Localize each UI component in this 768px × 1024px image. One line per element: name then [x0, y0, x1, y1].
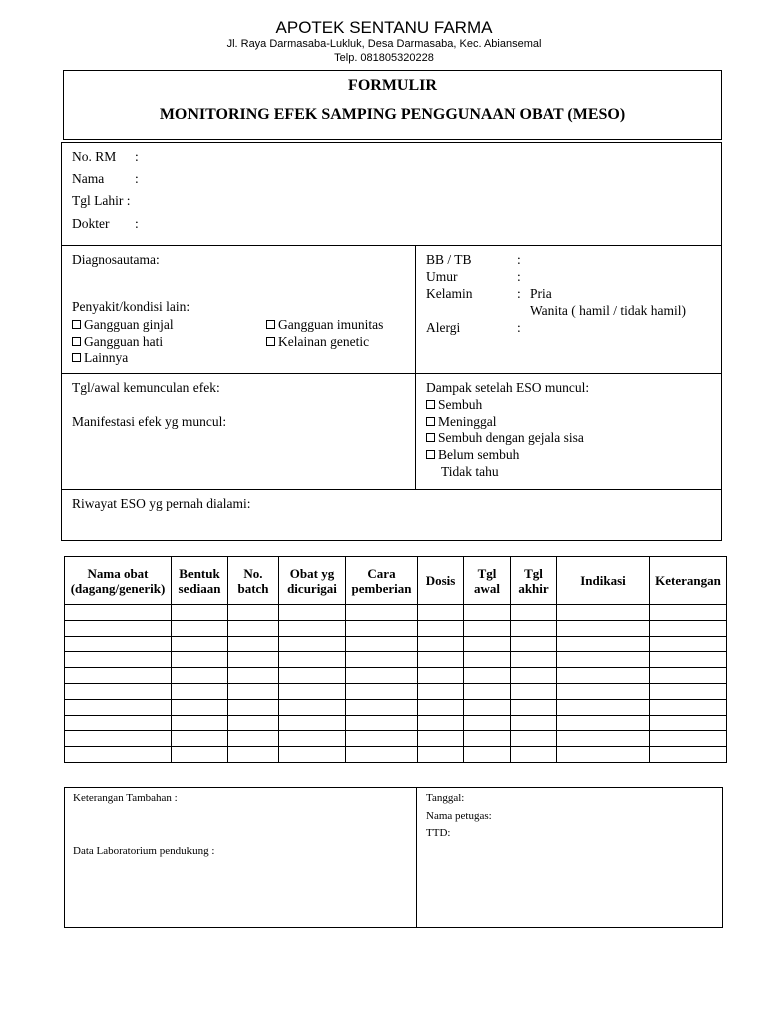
riwayat-eso-label: Riwayat ESO yg pernah dialami:	[72, 496, 251, 511]
checkbox-icon[interactable]	[426, 450, 435, 459]
dampak-eso-label: Dampak setelah ESO muncul:	[426, 380, 590, 395]
table-cell[interactable]	[650, 715, 727, 731]
table-cell[interactable]	[511, 605, 557, 621]
table-cell[interactable]	[279, 620, 346, 636]
table-cell[interactable]	[172, 747, 228, 763]
table-cell[interactable]	[228, 620, 279, 636]
table-cell[interactable]	[418, 620, 464, 636]
table-row	[65, 620, 727, 636]
form-title-line2: MONITORING EFEK SAMPING PENGGUNAAN OBAT (MESO)	[159, 106, 626, 123]
table-cell[interactable]	[650, 731, 727, 747]
penyakit-lain-label: Penyakit/kondisi lain:	[72, 299, 191, 314]
table-cell[interactable]	[511, 699, 557, 715]
table-cell[interactable]	[511, 668, 557, 684]
column-header: Dosis	[418, 557, 464, 605]
form-title-line1: FORMULIR	[348, 77, 437, 94]
table-cell[interactable]	[418, 747, 464, 763]
table-cell[interactable]	[279, 747, 346, 763]
table-cell[interactable]	[511, 620, 557, 636]
option-kelainan-genetic[interactable]: Kelainan genetic	[266, 333, 369, 350]
form-title-box	[63, 70, 722, 140]
umur-colon: :	[517, 269, 521, 284]
table-cell[interactable]	[346, 715, 418, 731]
column-header: Obat yg dicurigai	[279, 557, 346, 605]
table-cell[interactable]	[279, 605, 346, 621]
table-cell[interactable]	[511, 715, 557, 731]
table-cell[interactable]	[650, 652, 727, 668]
table-cell[interactable]	[172, 699, 228, 715]
table-cell[interactable]	[65, 747, 172, 763]
checkbox-icon[interactable]	[266, 337, 275, 346]
table-cell[interactable]	[346, 683, 418, 699]
option-gangguan-ginjal[interactable]: Gangguan ginjal	[72, 316, 174, 333]
option-lainnya[interactable]: Lainnya	[72, 349, 128, 366]
keterangan-tambahan-label: Keterangan Tambahan :	[73, 792, 178, 804]
table-cell[interactable]	[279, 699, 346, 715]
table-cell[interactable]	[65, 605, 172, 621]
column-header: Tgl awal	[464, 557, 511, 605]
table-cell[interactable]	[279, 652, 346, 668]
checkbox-icon[interactable]	[426, 417, 435, 426]
column-header: Keterangan	[650, 557, 727, 605]
table-cell[interactable]	[346, 747, 418, 763]
effect-section	[72, 379, 412, 479]
table-cell[interactable]	[172, 715, 228, 731]
option-gangguan-hati[interactable]: Gangguan hati	[72, 333, 163, 350]
table-cell[interactable]	[418, 683, 464, 699]
table-cell[interactable]	[557, 683, 650, 699]
checkbox-icon[interactable]	[426, 433, 435, 442]
table-row	[65, 747, 727, 763]
table-cell[interactable]	[557, 699, 650, 715]
option-sembuh-gejala-sisa[interactable]: Sembuh dengan gejala sisa	[426, 429, 584, 446]
checkbox-icon[interactable]	[266, 320, 275, 329]
table-row	[65, 668, 727, 684]
table-cell[interactable]	[557, 636, 650, 652]
table-cell[interactable]	[418, 636, 464, 652]
table-cell[interactable]	[228, 731, 279, 747]
table-cell[interactable]	[650, 636, 727, 652]
impact-section	[426, 379, 720, 485]
column-header: Bentuk sediaan	[172, 557, 228, 605]
pharmacy-phone: Telp. 081805320228	[334, 52, 434, 64]
table-cell[interactable]	[279, 715, 346, 731]
checkbox-icon[interactable]	[72, 320, 81, 329]
umur-label: Umur	[426, 269, 458, 284]
nama-petugas-label: Nama petugas:	[426, 810, 492, 822]
option-meninggal[interactable]: Meninggal	[426, 413, 497, 430]
table-cell[interactable]	[346, 605, 418, 621]
table-row	[65, 652, 727, 668]
table-cell[interactable]	[228, 668, 279, 684]
pharmacy-address: Jl. Raya Darmasaba-Lukluk, Desa Darmasaba, Kec. Abiansemal	[226, 38, 542, 50]
table-cell[interactable]	[65, 620, 172, 636]
table-cell[interactable]	[65, 668, 172, 684]
checkbox-icon[interactable]	[72, 337, 81, 346]
table-cell[interactable]	[557, 620, 650, 636]
table-cell[interactable]	[346, 636, 418, 652]
table-cell[interactable]	[228, 699, 279, 715]
table-row	[65, 605, 727, 621]
table-cell[interactable]	[464, 668, 511, 684]
table-cell[interactable]	[228, 747, 279, 763]
data-lab-label: Data Laboratorium pendukung :	[73, 845, 215, 857]
checkbox-icon[interactable]	[72, 353, 81, 362]
table-row	[65, 715, 727, 731]
divider	[415, 245, 416, 490]
manifestasi-efek-label: Manifestasi efek yg muncul:	[72, 414, 227, 429]
table-cell[interactable]	[418, 605, 464, 621]
table-cell[interactable]	[557, 747, 650, 763]
divider	[62, 489, 721, 490]
table-cell[interactable]	[228, 652, 279, 668]
no-rm-label: No. RM	[72, 149, 117, 164]
dokter-colon: :	[135, 216, 139, 231]
column-header: Indikasi	[557, 557, 650, 605]
table-cell[interactable]	[172, 620, 228, 636]
table-cell[interactable]	[464, 620, 511, 636]
table-row	[65, 699, 727, 715]
kelamin-label: Kelamin	[426, 286, 473, 301]
table-cell[interactable]	[557, 731, 650, 747]
kelamin-colon: :	[517, 286, 521, 301]
table-cell[interactable]	[172, 605, 228, 621]
table-cell[interactable]	[557, 605, 650, 621]
table-cell[interactable]	[279, 668, 346, 684]
tgl-awal-efek-label: Tgl/awal kemunculan efek:	[72, 380, 220, 395]
table-cell[interactable]	[464, 605, 511, 621]
table-cell[interactable]	[511, 683, 557, 699]
table-cell[interactable]	[418, 715, 464, 731]
table-cell[interactable]	[346, 668, 418, 684]
table-cell[interactable]	[464, 652, 511, 668]
tgl-lahir-label: Tgl Lahir :	[72, 193, 131, 208]
table-cell[interactable]	[650, 747, 727, 763]
column-header: Nama obat (dagang/generik)	[65, 557, 172, 605]
table-cell[interactable]	[228, 715, 279, 731]
table-cell[interactable]	[464, 747, 511, 763]
table-cell[interactable]	[228, 636, 279, 652]
bb-tb-colon: :	[517, 252, 521, 267]
table-cell[interactable]	[228, 683, 279, 699]
bb-tb-label: BB / TB	[426, 252, 472, 267]
drug-table-header	[65, 557, 727, 605]
table-cell[interactable]	[279, 731, 346, 747]
nama-colon: :	[135, 171, 139, 186]
table-cell[interactable]	[650, 605, 727, 621]
table-cell[interactable]	[172, 636, 228, 652]
option-belum-sembuh[interactable]: Belum sembuh	[426, 446, 519, 463]
table-cell[interactable]	[650, 620, 727, 636]
option-sembuh[interactable]: Sembuh	[426, 396, 482, 413]
table-cell[interactable]	[511, 747, 557, 763]
table-cell[interactable]	[346, 652, 418, 668]
table-cell[interactable]	[464, 636, 511, 652]
table-cell[interactable]	[65, 652, 172, 668]
diagnosa-utama-label: Diagnosautama:	[72, 252, 160, 267]
divider	[62, 373, 721, 374]
table-cell[interactable]	[279, 636, 346, 652]
table-cell[interactable]	[464, 699, 511, 715]
kelamin-pria[interactable]: Pria	[530, 286, 552, 301]
column-header: Tgl akhir	[511, 557, 557, 605]
table-cell[interactable]	[65, 715, 172, 731]
table-row	[65, 731, 727, 747]
table-cell[interactable]	[172, 652, 228, 668]
alergi-label: Alergi	[426, 320, 461, 335]
dokter-label: Dokter	[72, 216, 110, 231]
table-cell[interactable]	[279, 683, 346, 699]
checkbox-icon[interactable]	[426, 400, 435, 409]
alergi-colon: :	[517, 320, 521, 335]
kelamin-wanita[interactable]: Wanita ( hamil / tidak hamil)	[530, 303, 686, 318]
option-gangguan-imunitas[interactable]: Gangguan imunitas	[266, 316, 383, 333]
table-cell[interactable]	[228, 605, 279, 621]
table-cell[interactable]	[511, 652, 557, 668]
column-header: No. batch	[228, 557, 279, 605]
table-cell[interactable]	[557, 652, 650, 668]
ttd-label: TTD:	[426, 827, 451, 839]
divider	[62, 245, 721, 246]
patient-identity	[72, 148, 372, 238]
table-cell[interactable]	[511, 636, 557, 652]
vitals-section	[426, 251, 720, 371]
nama-label: Nama	[72, 171, 105, 186]
diagnosis-section	[72, 251, 412, 371]
table-cell[interactable]	[172, 683, 228, 699]
table-cell[interactable]	[511, 731, 557, 747]
table-cell[interactable]	[346, 620, 418, 636]
table-cell[interactable]	[464, 731, 511, 747]
table-cell[interactable]	[418, 668, 464, 684]
table-cell[interactable]	[65, 699, 172, 715]
column-header: Cara pemberian	[346, 557, 418, 605]
table-cell[interactable]	[346, 699, 418, 715]
table-cell[interactable]	[418, 652, 464, 668]
table-cell[interactable]	[464, 715, 511, 731]
table-cell[interactable]	[650, 683, 727, 699]
table-cell[interactable]	[65, 636, 172, 652]
pharmacy-name: APOTEK SENTANU FARMA	[275, 18, 493, 37]
table-cell[interactable]	[650, 668, 727, 684]
no-rm-colon: :	[135, 149, 139, 164]
table-cell[interactable]	[346, 731, 418, 747]
table-cell[interactable]	[650, 699, 727, 715]
divider	[416, 788, 417, 927]
table-cell[interactable]	[65, 683, 172, 699]
table-cell[interactable]	[418, 699, 464, 715]
drug-table	[64, 556, 727, 763]
table-cell[interactable]	[418, 731, 464, 747]
table-cell[interactable]	[65, 731, 172, 747]
table-row	[65, 683, 727, 699]
table-row	[65, 636, 727, 652]
table-cell[interactable]	[172, 731, 228, 747]
option-tidak-tahu[interactable]: Tidak tahu	[441, 464, 499, 479]
tanggal-label: Tanggal:	[426, 792, 465, 804]
table-cell[interactable]	[557, 715, 650, 731]
footer-box	[64, 787, 723, 928]
table-cell[interactable]	[172, 668, 228, 684]
table-cell[interactable]	[557, 668, 650, 684]
table-cell[interactable]	[464, 683, 511, 699]
